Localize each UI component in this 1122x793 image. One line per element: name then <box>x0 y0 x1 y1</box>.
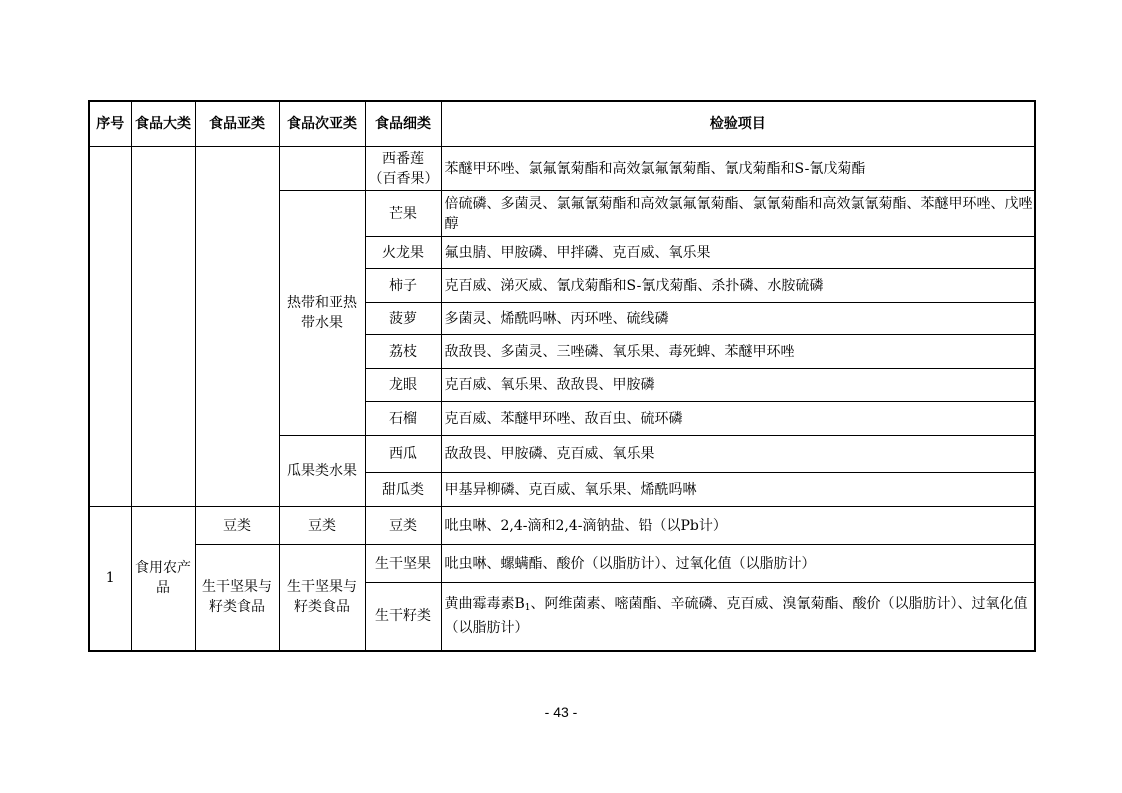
detail-cell: 西番莲（百香果） <box>365 147 441 191</box>
header-subcategory: 食品亚类 <box>195 101 279 147</box>
items-cell: 倍硫磷、多菌灵、氯氟氰菊酯和高效氯氟氰菊酯、氯氰菊酯和高效氯氰菊酯、苯醚甲环唑、戊唑醇 <box>441 191 1035 237</box>
detail-cell: 豆类 <box>365 507 441 545</box>
table-header-row <box>89 101 1035 147</box>
subcategory-cell-empty <box>195 147 279 507</box>
items-text-a: 黄曲霉毒素B <box>444 596 525 613</box>
header-detail: 食品细类 <box>365 101 441 147</box>
subcategory-cell: 生干坚果与籽类食品 <box>195 545 279 651</box>
category-cell: 食用农产品 <box>131 507 195 651</box>
items-cell: 吡虫啉、2,4-滴和2,4-滴钠盐、铅（以Pb计） <box>441 507 1035 545</box>
table-row <box>89 545 1035 583</box>
inspection-table-container <box>88 100 1034 652</box>
detail-cell: 龙眼 <box>365 369 441 402</box>
items-cell: 甲基异柳磷、克百威、氧乐果、烯酰吗啉 <box>441 473 1035 507</box>
detail-cell: 生干籽类 <box>365 583 441 651</box>
subsubcategory-cell: 生干坚果与籽类食品 <box>279 545 365 651</box>
subsubcategory-cell: 热带和亚热带水果 <box>279 191 365 436</box>
header-serial: 序号 <box>89 101 131 147</box>
items-cell: 克百威、氧乐果、敌敌畏、甲胺磷 <box>441 369 1035 402</box>
page-number: - 43 - <box>544 704 578 720</box>
table-row <box>89 147 1035 191</box>
detail-cell: 石榴 <box>365 402 441 436</box>
serial-cell-empty <box>89 147 131 507</box>
category-cell-empty <box>131 147 195 507</box>
items-cell: 克百威、苯醚甲环唑、敌百虫、硫环磷 <box>441 402 1035 436</box>
subcategory-cell: 豆类 <box>195 507 279 545</box>
subsubcategory-cell: 瓜果类水果 <box>279 436 365 507</box>
items-cell: 吡虫啉、螺螨酯、酸价（以脂肪计）、过氧化值（以脂肪计） <box>441 545 1035 583</box>
header-subsubcategory: 食品次亚类 <box>279 101 365 147</box>
detail-cell: 菠萝 <box>365 303 441 335</box>
detail-cell: 西瓜 <box>365 436 441 473</box>
items-cell: 苯醚甲环唑、氯氟氰菊酯和高效氯氟氰菊酯、氰戊菊酯和S-氰戊菊酯 <box>441 147 1035 191</box>
detail-cell: 荔枝 <box>365 335 441 369</box>
items-text-b: 、阿维菌素、嘧菌酯、辛硫磷、克百威、溴氰菊酯、酸价（以脂肪计）、过氧化值（以脂肪计） <box>444 596 1028 637</box>
detail-cell: 柿子 <box>365 269 441 303</box>
items-subscript: 1 <box>524 603 531 614</box>
serial-cell: 1 <box>89 507 131 651</box>
items-cell: 敌敌畏、甲胺磷、克百威、氧乐果 <box>441 436 1035 473</box>
detail-cell: 甜瓜类 <box>365 473 441 507</box>
inspection-table <box>88 100 1036 652</box>
detail-cell: 芒果 <box>365 191 441 237</box>
items-cell <box>441 583 1035 651</box>
detail-cell: 火龙果 <box>365 237 441 269</box>
items-cell: 氟虫腈、甲胺磷、甲拌磷、克百威、氧乐果 <box>441 237 1035 269</box>
header-items: 检验项目 <box>441 101 1035 147</box>
table-row <box>89 507 1035 545</box>
items-cell: 克百威、涕灭威、氰戊菊酯和S-氰戊菊酯、杀扑磷、水胺硫磷 <box>441 269 1035 303</box>
subsubcategory-cell: 豆类 <box>279 507 365 545</box>
items-cell: 多菌灵、烯酰吗啉、丙环唑、硫线磷 <box>441 303 1035 335</box>
items-cell: 敌敌畏、多菌灵、三唑磷、氧乐果、毒死蜱、苯醚甲环唑 <box>441 335 1035 369</box>
detail-cell: 生干坚果 <box>365 545 441 583</box>
header-category: 食品大类 <box>131 101 195 147</box>
subsubcategory-cell-empty <box>279 147 365 191</box>
